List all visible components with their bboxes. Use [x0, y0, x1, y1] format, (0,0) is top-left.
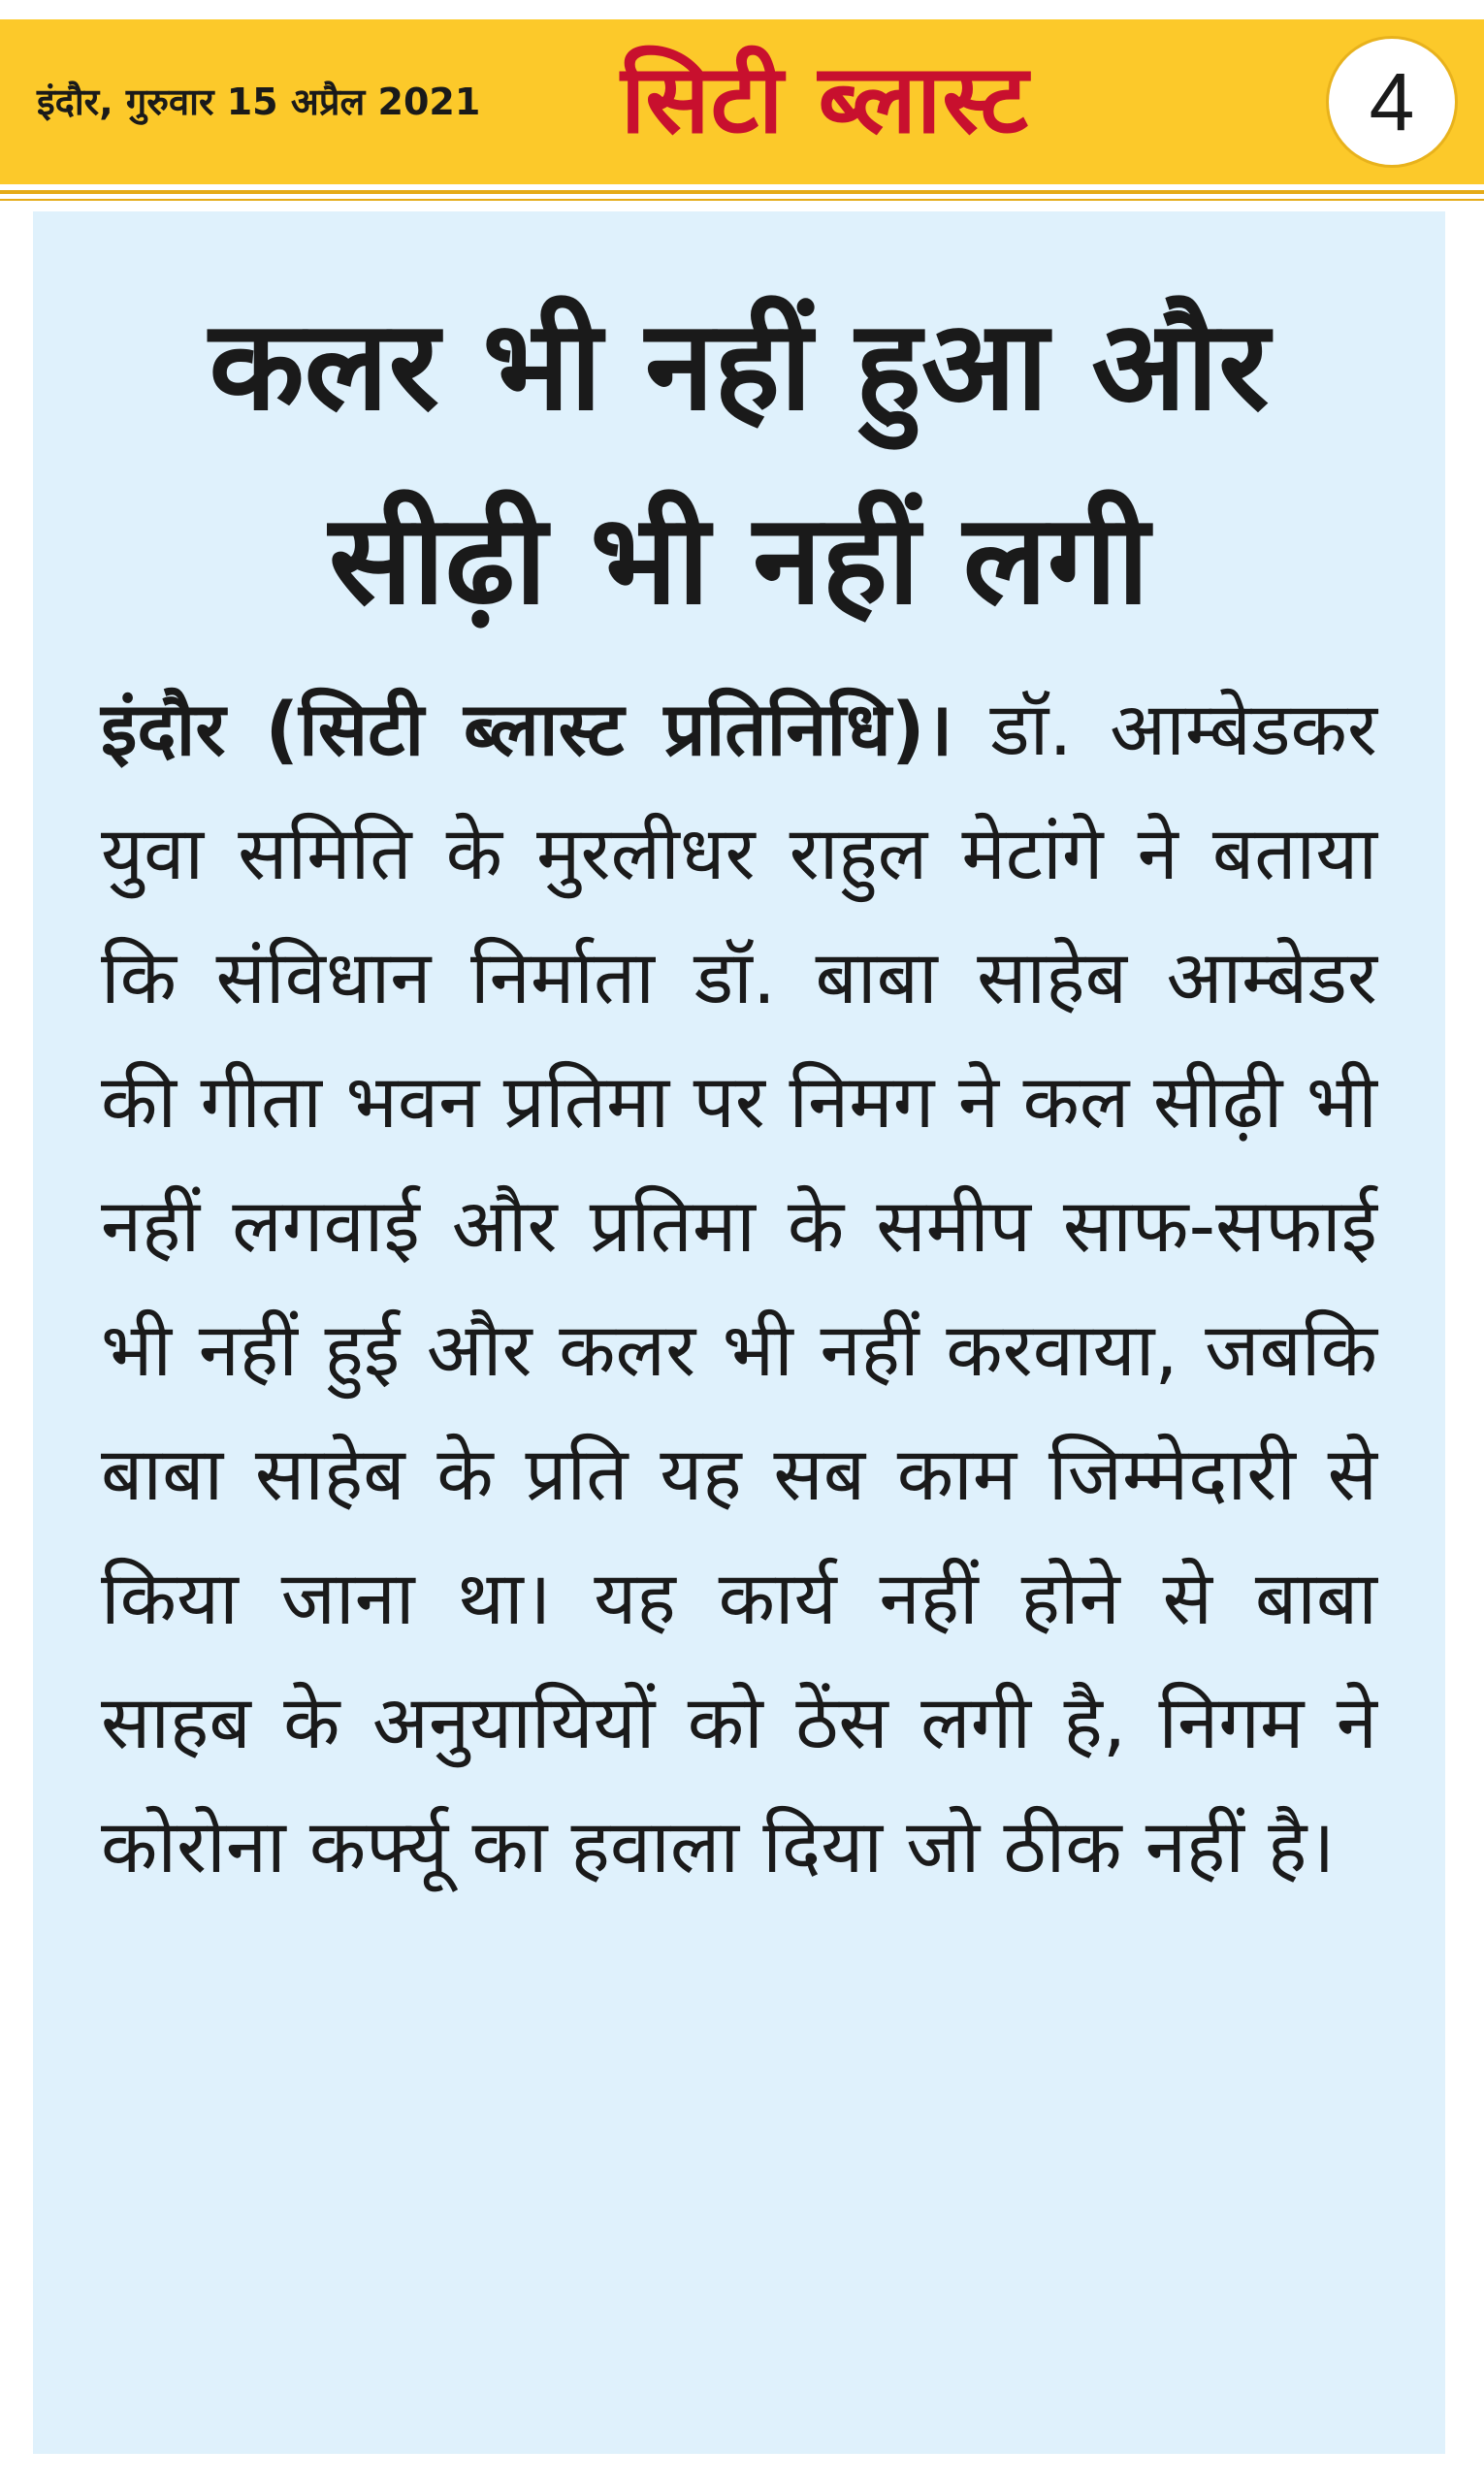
article-body-text: डॉ. आम्बेडकर युवा समिति के मुरलीधर राहुल मेटांगे ने बताया कि संविधान निर्माता डॉ. बाबा साहेब आम्बेडर की गीता भवन प्रतिमा पर निमग ने कल सीढ़ी भी नहीं लगवाई और प्रतिमा के समीप साफ-सफाई भी नहीं हुई और कलर भी नहीं करवाया, जबकि बाबा साहेब के प्रति यह सब काम जिम्मेदारी से किया जाना था। यह कार्य नहीं होने से बाबा साहब के अनुयायियों को ठेंस लगी है, निगम ने कोरोना कर्फ्यू का हवाला दिया जो ठीक नहीं है। — [101, 686, 1377, 1889]
header-rule-thin — [0, 199, 1484, 201]
headline-line-2: सीढ़ी भी नहीं लगी — [329, 488, 1149, 632]
page-number-badge — [1329, 39, 1455, 165]
page-number: 4 — [1369, 56, 1415, 147]
article-dateline: इंदौर (सिटी ब्लास्ट प्रतिनिधि)। — [101, 686, 953, 772]
newspaper-masthead: सिटी ब्लास्ट — [621, 45, 1029, 155]
article-body — [101, 667, 1377, 1909]
issue-date-line: इंदौर, गुरुवार 15 अप्रैल 2021 — [37, 81, 481, 123]
article-box — [33, 211, 1445, 2454]
header-rule — [0, 190, 1484, 194]
article-headline — [72, 270, 1406, 658]
headline-line-1: कलर भी नहीं हुआ और — [209, 294, 1270, 438]
